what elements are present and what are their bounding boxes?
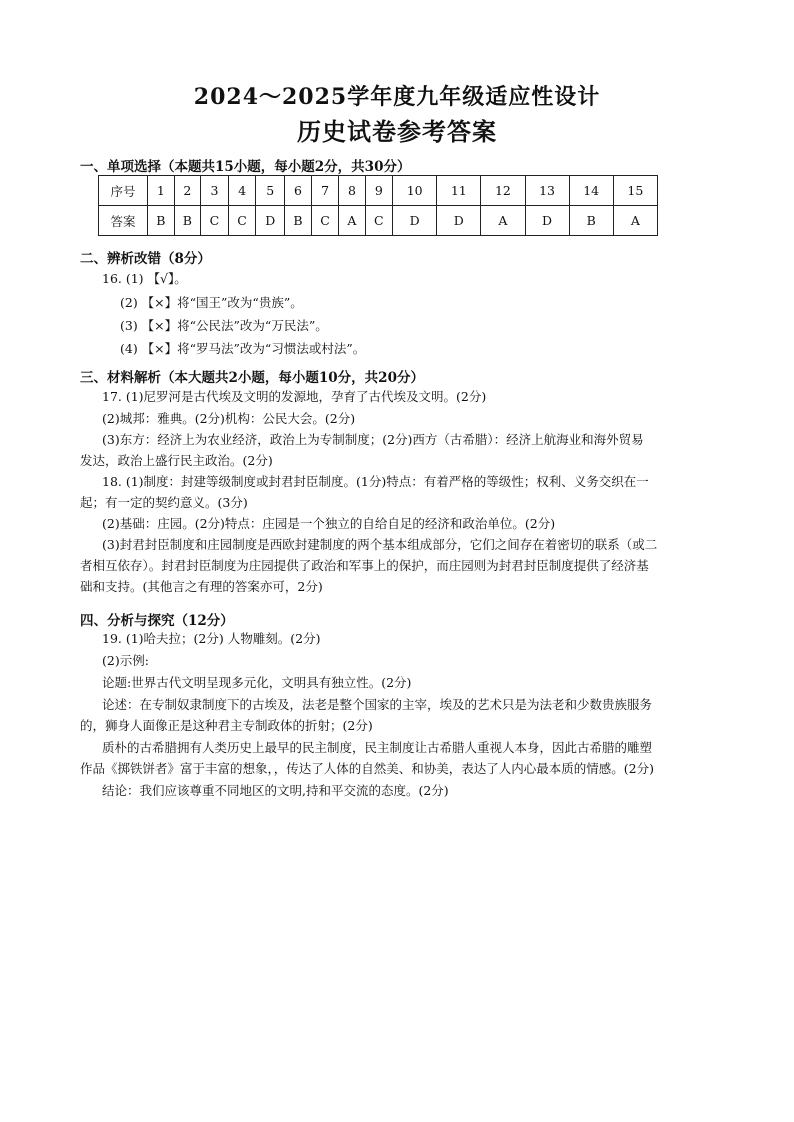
table-cell: C bbox=[201, 206, 229, 236]
section2-heading: 二、辨析改错（8分） bbox=[80, 251, 211, 267]
answer-line: 论题:世界古代文明呈现多元化，文明具有独立性。(2分) bbox=[102, 675, 412, 690]
table-cell: 12 bbox=[481, 176, 525, 206]
table-row-numbers bbox=[99, 176, 658, 206]
answer-line: (2) 【×】将“国王”改为“贵族”。 bbox=[120, 295, 303, 310]
section4-heading: 四、分析与探究（12分） bbox=[80, 613, 234, 629]
table-cell: D bbox=[437, 206, 481, 236]
answer-table bbox=[98, 175, 658, 236]
document-title: 2024～2025学年度九年级适应性设计 bbox=[193, 84, 601, 110]
answer-line: (2)城邦：雅典。(2分)机构：公民大会。(2分) bbox=[102, 411, 356, 426]
table-cell: 15 bbox=[613, 176, 657, 206]
table-header-cell: 序号 bbox=[99, 176, 148, 206]
table-cell: B bbox=[285, 206, 312, 236]
table-cell: 4 bbox=[228, 176, 256, 206]
table-row-answers bbox=[99, 206, 658, 236]
answer-line: 起；有一定的契约意义。(3分) bbox=[80, 495, 248, 510]
table-cell: 5 bbox=[256, 176, 285, 206]
answer-line: (3)东方：经济上为农业经济，政治上为专制制度；(2分)西方（古希腊）：经济上航海业和海外贸易 bbox=[102, 432, 644, 447]
answer-line: 18. (1)制度：封建等级制度或封君封臣制度。(1分)特点：有着严格的等级性；权利、义务交织在一 bbox=[102, 474, 649, 489]
answer-line: 发达，政治上盛行民主政治。(2分) bbox=[80, 453, 273, 468]
answer-line: (3)封君封臣制度和庄园制度是西欧封建制度的两个基本组成部分，它们之间存在着密切的联系（或二 bbox=[102, 537, 658, 552]
table-cell: 2 bbox=[174, 176, 201, 206]
answer-line: 础和支持。(其他言之有理的答案亦可，2分) bbox=[80, 579, 323, 594]
table-cell: B bbox=[569, 206, 613, 236]
table-cell: 9 bbox=[365, 176, 393, 206]
table-cell: C bbox=[228, 206, 256, 236]
answer-line: 16. (1) 【√】。 bbox=[102, 271, 187, 286]
answer-line: 19. (1)哈夫拉；(2分) 人物雕刻。(2分) bbox=[102, 631, 321, 646]
section1-heading: 一、单项选择（本题共15小题，每小题2分，共30分） bbox=[80, 159, 411, 175]
document-subtitle: 历史试卷参考答案 bbox=[297, 117, 497, 146]
table-cell: 7 bbox=[311, 176, 339, 206]
answer-line: 结论：我们应该尊重不同地区的文明,持和平交流的态度。(2分) bbox=[102, 783, 449, 798]
table-cell: 14 bbox=[569, 176, 613, 206]
answer-line: 论述：在专制奴隶制度下的古埃及，法老是整个国家的主宰，埃及的艺术只是为法老和少数贵族服务 bbox=[102, 697, 653, 712]
answer-line: (2)基础：庄园。(2分)特点：庄园是一个独立的自给自足的经济和政治单位。(2分) bbox=[102, 516, 556, 531]
section3-heading: 三、材料解析（本大题共2小题，每小题10分，共20分） bbox=[80, 370, 424, 386]
table-cell: 8 bbox=[339, 176, 365, 206]
table-cell: 10 bbox=[393, 176, 437, 206]
answer-line: 作品《掷铁饼者》富于丰富的想象，，传达了人体的自然美、和协美，表达了人内心最本质的情感。(2分) bbox=[80, 761, 654, 776]
table-cell: D bbox=[525, 206, 569, 236]
table-cell: B bbox=[174, 206, 201, 236]
answer-line: (4) 【×】将“罗马法”改为“习惯法或村法”。 bbox=[120, 341, 366, 356]
table-cell: A bbox=[613, 206, 657, 236]
answer-line: 质朴的古希腊拥有人类历史上最早的民主制度，民主制度让古希腊人重视人本身，因此古希腊的雕塑 bbox=[102, 740, 653, 755]
answer-line: 者相互依存）。封君封臣制度为庄园提供了政治和军事上的保护，而庄园则为封君封臣制度提供了经济基 bbox=[80, 558, 649, 573]
table-cell: 6 bbox=[285, 176, 312, 206]
table-header-cell: 答案 bbox=[99, 206, 148, 236]
table-cell: C bbox=[365, 206, 393, 236]
answer-line: 17. (1)尼罗河是古代埃及文明的发源地，孕育了古代埃及文明。(2分) bbox=[102, 389, 487, 404]
table-cell: D bbox=[256, 206, 285, 236]
table-cell: C bbox=[311, 206, 339, 236]
table-cell: A bbox=[339, 206, 365, 236]
answer-line: (3) 【×】将“公民法”改为“万民法”。 bbox=[120, 318, 328, 333]
table-cell: 13 bbox=[525, 176, 569, 206]
table-cell: D bbox=[393, 206, 437, 236]
table-cell: A bbox=[481, 206, 525, 236]
table-cell: 3 bbox=[201, 176, 229, 206]
table-cell: 1 bbox=[148, 176, 175, 206]
answer-line: 的，狮身人面像正是这种君主专制政体的折射；(2分) bbox=[80, 718, 373, 733]
answer-line: (2)示例: bbox=[102, 653, 149, 668]
table-cell: B bbox=[148, 206, 175, 236]
table-cell: 11 bbox=[437, 176, 481, 206]
